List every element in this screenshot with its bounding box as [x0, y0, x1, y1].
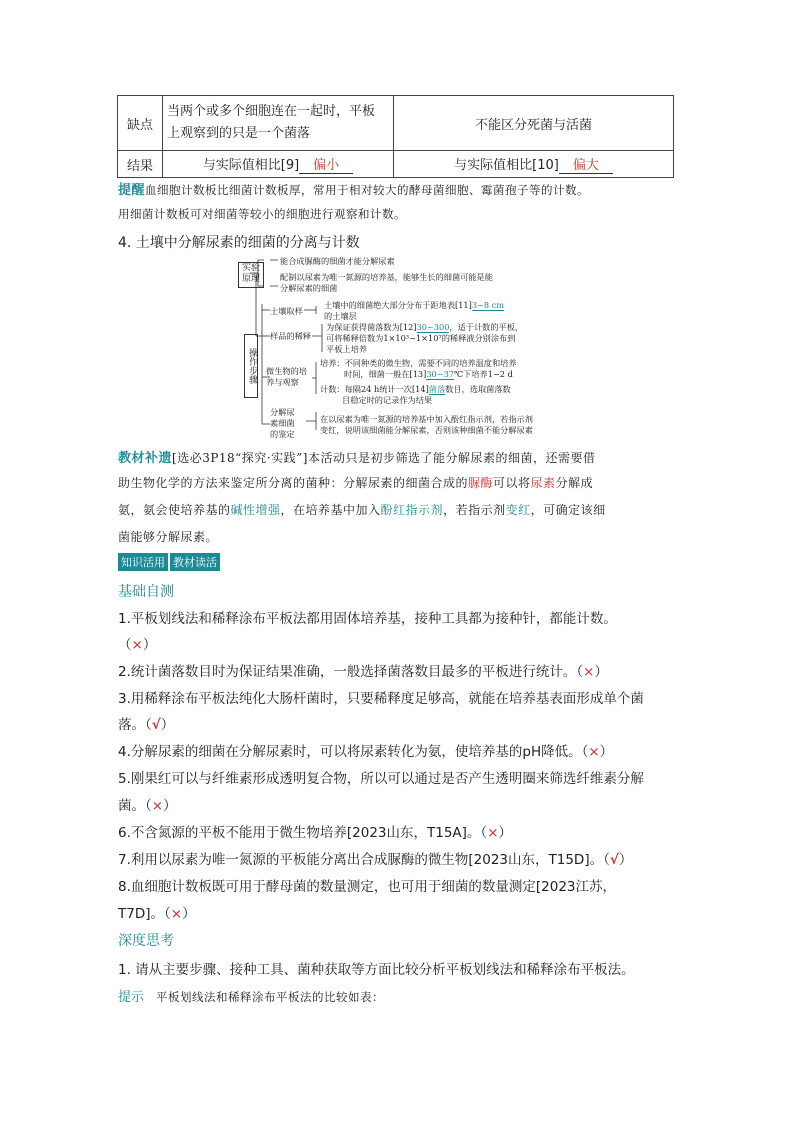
hint-label: 提示	[118, 990, 145, 1005]
principle-2b: 分解尿素的细菌	[280, 283, 338, 293]
tip-label: 提醒	[118, 183, 146, 198]
step-culture-a: 微生物的培	[266, 366, 307, 376]
answer-mark: √	[151, 717, 161, 733]
paren: ）	[182, 906, 196, 922]
highlight: 碱性增强	[230, 503, 281, 517]
paren: （	[118, 637, 132, 653]
question-text: 7.利用以尿素为唯一氮源的平板能分离出合成脲酶的微生物[2023山东，T15D]。（	[118, 852, 610, 868]
answer-mark: ×	[131, 637, 143, 653]
identify-desc-1: 在以尿素为唯一氮源的培养基中加入酚红指示剂，若指示剂	[320, 414, 533, 424]
desc-text: ℃下培养1~2 d	[454, 369, 513, 379]
question-8: 8.血细胞计数板既可用于酵母菌的数量测定，也可用于细菌的数量测定[2023江苏，	[118, 879, 617, 895]
deep-question-1: 1. 请从主要步骤、接种工具、菌种获取等方面比较分析平板划线法和稀释涂布平板法。	[118, 962, 635, 978]
answer-mark: ×	[487, 825, 499, 841]
principle-2a: 配制以尿素为唯一氮源的培养基，能够生长的细菌可能是能	[280, 272, 493, 282]
supplement-text: [选必3P18“探究·实践”]本活动只是初步筛选了能分解尿素的细菌，还需要借	[172, 451, 596, 465]
paren: ）	[498, 825, 512, 841]
cell-text: 当两个或多个细胞连在一起时，平板	[167, 104, 376, 119]
question-text: 4.分解尿素的细菌在分解尿素时，可以将尿素转化为氨，使培养基的pH降低。（	[118, 744, 589, 760]
step1-desc-1	[324, 300, 504, 310]
question-4	[118, 740, 613, 760]
count-desc-2: 目稳定时的记录作为结果	[342, 395, 433, 405]
desc-text: 数目，选取菌落数	[445, 384, 511, 394]
cell-text: 上观察到的只是一个菌落	[167, 126, 311, 141]
cell-defect-a	[163, 96, 394, 151]
desc-text: 时间，细菌一般在[13]	[344, 369, 427, 379]
answer-mark: ×	[151, 798, 164, 814]
steps-box: 操作步骤	[244, 334, 258, 398]
highlight: 酚红指示剂	[380, 503, 444, 517]
row-header-defect: 缺点	[118, 96, 163, 151]
desc-text: 土壤中的细菌绝大部分分布于距地表[11]	[324, 300, 472, 310]
question-3b	[118, 713, 174, 733]
supplement-text: ，在培养基中加入	[280, 503, 381, 517]
deep-title: 深度思考	[118, 933, 174, 949]
table-row	[118, 96, 674, 151]
answer-mark: ×	[588, 744, 600, 760]
question-text: T7D]。（	[118, 906, 171, 922]
experiment-diagram	[236, 254, 562, 440]
tag-group	[118, 553, 222, 571]
supplement-label: 教材补遗	[118, 451, 173, 466]
hint-text: 平板划线法和稀释涂布平板法的比较如表：	[156, 990, 385, 1004]
question-text: 2.统计菌落数目时为保证结果准确，一般选择菌落数目最多的平板进行统计。（	[118, 664, 584, 680]
culture-desc-2	[344, 369, 513, 379]
deep-hint	[118, 986, 384, 1005]
table-row	[118, 151, 674, 178]
answer-blank: 偏大	[559, 154, 613, 174]
paren: ）	[599, 744, 614, 760]
tip-line-1	[118, 179, 589, 198]
question-1: 1.平板划线法和稀释涂布平板法都用固体培养基，接种工具都为接种针，都能计数。	[118, 611, 617, 627]
supplement-text: 助生物化学的方法来鉴定所分离的菌种：分解尿素的细菌合成的	[118, 476, 469, 490]
question-text: 落。（	[118, 717, 152, 733]
desc-text: 为保证获得菌落数为[12]	[326, 322, 417, 332]
supplement-line-2	[118, 474, 593, 491]
principle-1: 能合成脲酶的细菌才能分解尿素	[280, 256, 395, 266]
question-6	[118, 821, 512, 841]
highlight: 尿素	[530, 476, 556, 490]
answer-blank: 菌落	[428, 384, 446, 394]
step-soil-sampling: 土壤取样	[270, 306, 303, 316]
step2-desc-1	[326, 322, 523, 332]
cell-result-b	[394, 151, 674, 178]
tag-textbook: 教材读活	[170, 553, 220, 571]
supplement-text: 分解成	[555, 476, 594, 490]
supplement-text: 可以将	[493, 476, 531, 490]
self-test-title: 基础自测	[118, 584, 174, 600]
paren: ）	[618, 852, 633, 868]
comparison-table	[117, 95, 674, 178]
answer-blank: 3~8 cm	[471, 300, 505, 310]
culture-desc-1: 培养：不同种类的微生物，需要不同的培养温度和培养	[320, 358, 517, 368]
supplement-text: 氨，氨会使培养基的	[118, 503, 231, 517]
question-5: 5.刚果红可以与纤维素形成透明复合物，所以可以通过是否产生透明圈来筛选纤维素分解	[118, 771, 644, 787]
section-title: 4. 土壤中分解尿素的细菌的分离与计数	[118, 235, 360, 251]
supplement-text: ，可确定该细	[530, 503, 606, 517]
question-5b	[118, 794, 177, 814]
question-2	[118, 660, 608, 680]
cell-result-a	[163, 151, 394, 178]
answer-mark: ×	[170, 906, 183, 922]
desc-text: ，适于计数的平板，	[449, 322, 524, 332]
identify-desc-2: 变红，说明该细菌能分解尿素，否则该种细菌不能分解尿素	[320, 425, 533, 435]
step-identify-a: 分解尿	[270, 407, 295, 417]
question-7	[118, 848, 632, 868]
answer-blank: 偏小	[299, 154, 353, 174]
supplement-line-3	[118, 501, 606, 518]
paren: ）	[594, 664, 608, 680]
paren: ）	[160, 717, 175, 733]
step2-desc-2: 可将稀释倍数为1×10³~1×10⁷的稀释液分别涂布到	[326, 333, 516, 343]
supplement-text: ，若指示剂	[443, 503, 506, 517]
answer-mark: ×	[583, 664, 595, 680]
answer-blank: 30~300	[416, 322, 450, 332]
supplement-line-1	[118, 447, 595, 466]
step-identify-c: 的鉴定	[270, 429, 295, 439]
supplement-line-4: 菌能够分解尿素。	[118, 530, 219, 544]
count-desc-1	[320, 384, 511, 394]
desc-text: 计数：每隔24 h统计一次[14]	[320, 384, 429, 394]
tag-knowledge: 知识活用	[118, 553, 168, 571]
question-3: 3.用稀释涂布平板法纯化大肠杆菌时，只要稀释度足够高，就能在培养基表面形成单个菌	[118, 691, 644, 707]
step1-desc-2: 的土壤层	[324, 311, 357, 321]
highlight: 变红	[505, 503, 531, 517]
highlight: 脲酶	[468, 476, 494, 490]
tip-text: 血细胞计数板比细菌计数板厚，常用于相对较大的酵母菌细胞、霉菌孢子等的计数。	[145, 183, 590, 197]
question-1-mark	[118, 633, 156, 653]
step-sample-dilution: 样品的稀释	[270, 331, 311, 341]
paren: ）	[142, 637, 157, 653]
question-text: 菌。（	[118, 798, 152, 814]
tip-line-2: 用细菌计数板可对细菌等较小的细胞进行观察和计数。	[118, 207, 406, 221]
answer-blank: 30~37	[426, 369, 455, 379]
cell-text: 与实际值相比[9]	[202, 158, 300, 173]
step2-desc-3: 平板上培养	[326, 344, 367, 354]
question-text: 6.不含氮源的平板不能用于微生物培养[2023山东，T15A]。（	[118, 825, 488, 841]
question-8b	[118, 902, 196, 922]
cell-text: 与实际值相比[10]	[454, 158, 559, 173]
cell-defect-b: 不能区分死菌与活菌	[394, 96, 674, 151]
step-identify-b: 素细菌	[270, 418, 295, 428]
paren: ）	[163, 798, 177, 814]
step-culture-b: 养与观察	[266, 377, 299, 387]
row-header-result: 结果	[118, 151, 163, 178]
principle-box: 实验原理	[238, 262, 264, 288]
answer-mark: √	[609, 852, 619, 868]
